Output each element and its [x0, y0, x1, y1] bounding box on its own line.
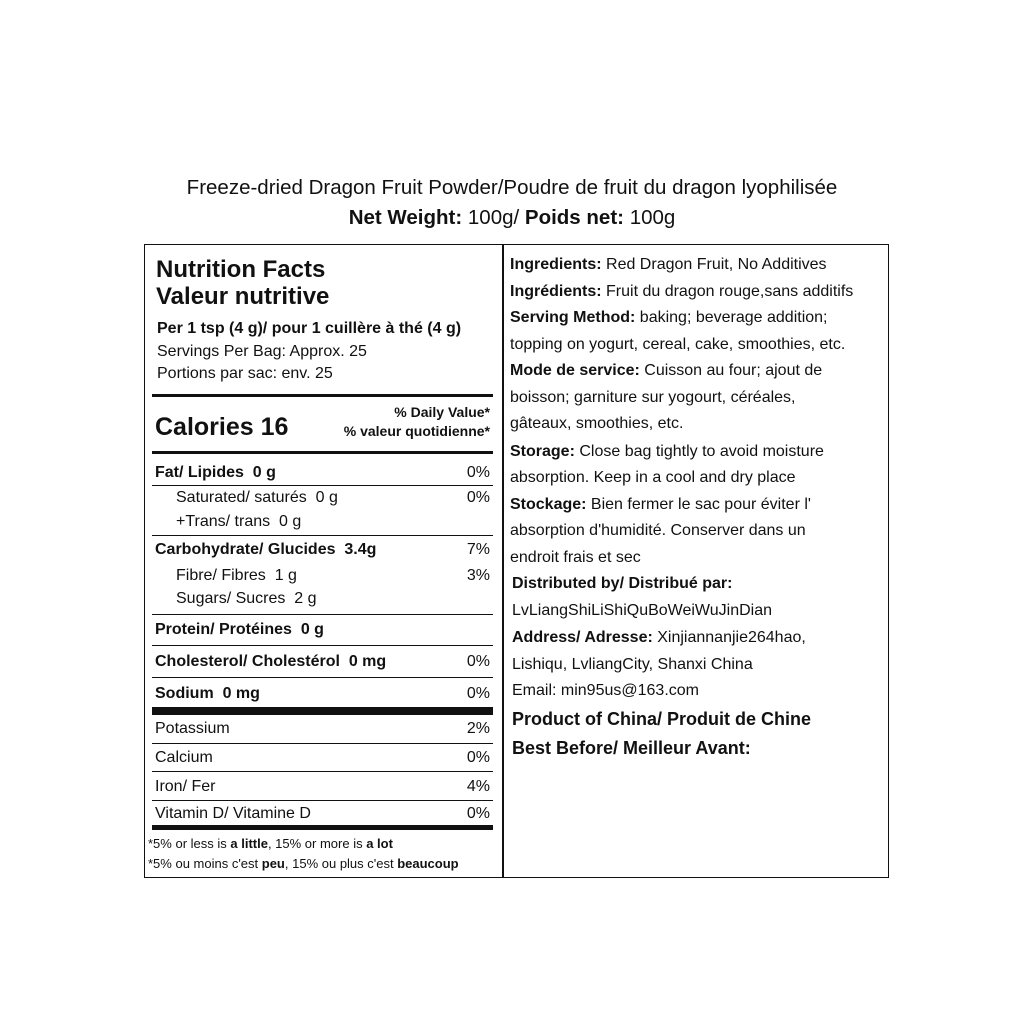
trans-label: +Trans/ trans — [176, 513, 271, 530]
protein-amount: 0 g — [300, 621, 324, 638]
fat-label: Fat/ Lipides — [155, 464, 244, 481]
storage — [510, 443, 824, 461]
ingredients-value: Red Dragon Fruit, No Additives — [601, 256, 827, 273]
serving-size: Per 1 tsp (4 g)/ pour 1 cuillère à thé (4 g) — [157, 320, 462, 337]
mode-value-2: boisson; garniture sur yogourt, céréales, — [510, 389, 796, 406]
fibre-label: Fibre/ Fibres — [176, 567, 266, 584]
storage-value-2: absorption. Keep in a cool and dry place — [510, 469, 796, 486]
rule-cholesterol — [152, 677, 493, 678]
stockage-value-2: absorption d'humidité. Conserver dans un — [510, 522, 806, 539]
daily-value-header-fr: % valeur quotidienne* — [343, 423, 490, 439]
rule-potassium — [152, 743, 493, 744]
rule-footnote — [152, 825, 493, 830]
footnote-fr — [148, 856, 459, 871]
fat-amount: 0 g — [252, 464, 276, 481]
saturated-label: Saturated/ saturés — [176, 489, 307, 506]
cholesterol-amount: 0 mg — [348, 653, 387, 670]
nutrition-title-fr: Valeur nutritive — [156, 283, 330, 310]
rule-fat — [152, 485, 493, 486]
rule-calcium — [152, 771, 493, 772]
cholesterol-row — [155, 653, 386, 671]
potassium-label: Potassium — [155, 720, 230, 737]
trans-row — [176, 513, 301, 531]
footnote-en-c: , 15% or more is — [267, 836, 367, 851]
ingredients-fr-label: Ingrédients: — [510, 283, 602, 300]
address-value-1: Xinjiannanjie264hao, — [652, 629, 806, 646]
footnote-en — [148, 836, 393, 851]
rule-vitamins — [152, 707, 493, 715]
stockage-value-3: endroit frais et sec — [510, 549, 641, 566]
rule-iron — [152, 800, 493, 801]
sugars-label: Sugars/ Sucres — [176, 590, 286, 607]
sugars-row — [176, 590, 317, 608]
serving-method-value-1: baking; beverage addition; — [635, 309, 828, 326]
mode-label: Mode de service: — [510, 362, 640, 379]
sodium-row — [155, 685, 260, 703]
carbohydrate-dv: 7% — [466, 541, 490, 558]
carbohydrate-amount: 3.4g — [344, 541, 377, 558]
distributor-name: LvLiangShiLiShiQuBoWeiWuJinDian — [512, 602, 772, 619]
address-value-2: Lishiqu, LvliangCity, Shanxi China — [512, 656, 753, 673]
servings-per-bag: Servings Per Bag: Approx. 25 — [157, 343, 367, 360]
calcium-dv: 0% — [466, 749, 490, 766]
storage-value-1: Close bag tightly to avoid moisture — [574, 443, 824, 460]
ingredients — [510, 256, 827, 274]
poids-value: 100g — [624, 206, 676, 229]
net-weight — [0, 206, 1024, 230]
mode-de-service — [510, 362, 822, 380]
fibre-row — [176, 567, 297, 585]
net-weight-label: Net Weight: — [348, 206, 463, 229]
poids-label: Poids net: — [519, 206, 624, 229]
rule-serving — [152, 394, 493, 397]
column-divider — [502, 244, 504, 878]
daily-value-header-en: % Daily Value* — [394, 404, 490, 420]
saturated-dv: 0% — [466, 489, 490, 506]
ingredients-fr — [510, 283, 853, 301]
nutrition-title-en: Nutrition Facts — [156, 256, 326, 283]
potassium-dv: 2% — [466, 720, 490, 737]
footnote-fr-d: beaucoup — [397, 856, 459, 871]
storage-label: Storage: — [510, 443, 575, 460]
sugars-amount: 2 g — [294, 590, 317, 607]
calcium-label: Calcium — [155, 749, 213, 766]
product-title: Freeze-dried Dragon Fruit Powder/Poudre de fruit du dragon lyophilisée — [186, 176, 838, 199]
vitamin-d-dv: 0% — [466, 805, 490, 822]
vitamin-d-label: Vitamin D/ Vitamine D — [155, 805, 311, 822]
stockage-value-1: Bien fermer le sac pour éviter l' — [586, 496, 811, 513]
trans-amount: 0 g — [279, 513, 302, 530]
cholesterol-label: Cholesterol/ Cholestérol — [155, 653, 340, 670]
carbohydrate-label: Carbohydrate/ Glucides — [155, 541, 336, 558]
sodium-amount: 0 mg — [222, 685, 260, 702]
address-label: Address/ Adresse: — [512, 629, 653, 646]
footnote-en-a: *5% or less is — [148, 836, 231, 851]
footnote-fr-b: peu — [261, 856, 285, 871]
rule-trans — [152, 535, 493, 536]
cholesterol-dv: 0% — [466, 653, 490, 670]
stockage — [510, 496, 811, 514]
portions-par-sac: Portions par sac: env. 25 — [157, 365, 333, 382]
carbohydrate-row — [155, 541, 376, 559]
protein-label: Protein/ Protéines — [155, 621, 292, 638]
serving-method — [510, 309, 827, 327]
ingredients-label: Ingredients: — [510, 256, 602, 273]
fibre-amount: 1 g — [274, 567, 297, 584]
saturated-row — [176, 489, 338, 507]
fat-row — [155, 464, 276, 482]
rule-protein — [152, 645, 493, 646]
serving-method-label: Serving Method: — [510, 309, 636, 326]
address — [512, 629, 806, 647]
iron-label: Iron/ Fer — [155, 778, 216, 795]
distributed-label: Distributed by/ Distribué par: — [512, 575, 733, 592]
iron-dv: 4% — [466, 778, 490, 795]
footnote-fr-c: , 15% ou plus c'est — [284, 856, 398, 871]
calories: Calories 16 — [155, 413, 289, 441]
stockage-label: Stockage: — [510, 496, 587, 513]
product-of-china: Product of China/ Produit de Chine — [512, 709, 811, 729]
ingredients-fr-value: Fruit du dragon rouge,sans additifs — [601, 283, 854, 300]
fibre-dv: 3% — [466, 567, 490, 584]
sodium-dv: 0% — [466, 685, 490, 702]
mode-value-1: Cuisson au four; ajout de — [639, 362, 823, 379]
best-before: Best Before/ Meilleur Avant: — [512, 738, 751, 758]
net-weight-value: 100g/ — [462, 206, 520, 229]
rule-calories — [152, 451, 493, 454]
footnote-en-d: a lot — [366, 836, 393, 851]
mode-value-3: gâteaux, smoothies, etc. — [510, 415, 684, 432]
fat-dv: 0% — [466, 464, 490, 481]
footnote-en-b: a little — [230, 836, 268, 851]
serving-method-value-2: topping on yogurt, cereal, cake, smoothies, etc. — [510, 336, 846, 353]
footnote-fr-a: *5% ou moins c'est — [148, 856, 262, 871]
saturated-amount: 0 g — [315, 489, 338, 506]
email: Email: min95us@163.com — [512, 682, 699, 699]
sodium-label: Sodium — [155, 685, 214, 702]
rule-sugars — [152, 614, 493, 615]
protein-row — [155, 621, 324, 639]
